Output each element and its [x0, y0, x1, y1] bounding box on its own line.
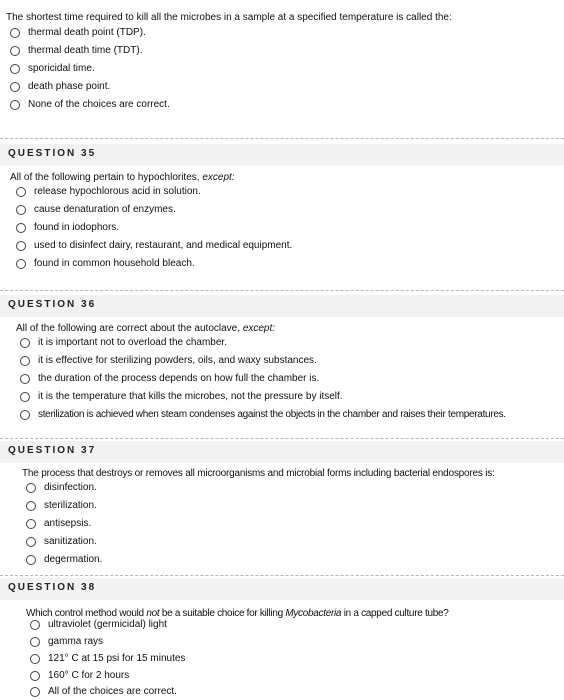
- q37-option-4[interactable]: sanitization.: [26, 536, 97, 547]
- q37-header: QUESTION 37: [0, 441, 564, 463]
- separator: [0, 438, 564, 440]
- q35-prompt: All of the following pertain to hypochlorites, except:: [10, 172, 235, 183]
- separator: [0, 138, 564, 140]
- q34-option-4[interactable]: death phase point.: [10, 81, 110, 92]
- q37-option-5[interactable]: degermation.: [26, 554, 102, 565]
- radio-button[interactable]: [26, 537, 36, 547]
- q36-option-5[interactable]: sterilization is achieved when steam condenses against the objects in the chamber and raises their temperatures.: [20, 409, 506, 420]
- radio-button[interactable]: [16, 241, 26, 251]
- radio-button[interactable]: [20, 338, 30, 348]
- separator: [0, 575, 564, 577]
- q36-option-3[interactable]: the duration of the process depends on how full the chamber is.: [20, 373, 319, 384]
- q37-option-2[interactable]: sterilization.: [26, 500, 97, 511]
- q35-option-4[interactable]: used to disinfect dairy, restaurant, and medical equipment.: [16, 240, 292, 251]
- separator: [0, 290, 564, 292]
- q34-option-2[interactable]: thermal death time (TDT).: [10, 45, 142, 56]
- q35-option-2[interactable]: cause denaturation of enzymes.: [16, 204, 176, 215]
- q36-prompt: All of the following are correct about the autoclave, except:: [16, 323, 276, 334]
- q37-option-3[interactable]: antisepsis.: [26, 518, 91, 529]
- radio-button[interactable]: [20, 410, 30, 420]
- radio-button[interactable]: [16, 223, 26, 233]
- radio-button[interactable]: [16, 259, 26, 269]
- radio-button[interactable]: [30, 671, 40, 681]
- radio-button[interactable]: [26, 555, 36, 565]
- q36-header: QUESTION 36: [0, 295, 564, 317]
- q38-option-1[interactable]: ultraviolet (germicidal) light: [30, 619, 167, 630]
- radio-button[interactable]: [10, 82, 20, 92]
- q35-option-3[interactable]: found in iodophors.: [16, 222, 119, 233]
- radio-button[interactable]: [26, 519, 36, 529]
- radio-button[interactable]: [10, 64, 20, 74]
- radio-button[interactable]: [10, 28, 20, 38]
- q35-option-1[interactable]: release hypochlorous acid in solution.: [16, 186, 201, 197]
- radio-button[interactable]: [20, 356, 30, 366]
- radio-button[interactable]: [20, 374, 30, 384]
- radio-button[interactable]: [10, 100, 20, 110]
- q37-option-1[interactable]: disinfection.: [26, 482, 97, 493]
- q38-option-5[interactable]: All of the choices are correct.: [30, 686, 177, 697]
- radio-button[interactable]: [30, 654, 40, 664]
- q38-option-4[interactable]: 160° C for 2 hours: [30, 670, 129, 681]
- radio-button[interactable]: [30, 637, 40, 647]
- radio-button[interactable]: [20, 392, 30, 402]
- radio-button[interactable]: [16, 205, 26, 215]
- radio-button[interactable]: [30, 620, 40, 630]
- q36-option-1[interactable]: it is important not to overload the chamber.: [20, 337, 227, 348]
- q34-option-1[interactable]: thermal death point (TDP).: [10, 27, 146, 38]
- q38-prompt: Which control method would not be a suitable choice for killing Mycobacteria in a capped culture tube?: [26, 608, 449, 619]
- radio-button[interactable]: [16, 187, 26, 197]
- q38-header: QUESTION 38: [0, 578, 564, 600]
- q36-option-2[interactable]: it is effective for sterilizing powders, oils, and waxy substances.: [20, 355, 317, 366]
- radio-button[interactable]: [30, 687, 40, 697]
- radio-button[interactable]: [10, 46, 20, 56]
- radio-button[interactable]: [26, 501, 36, 511]
- q34-option-5[interactable]: None of the choices are correct.: [10, 99, 170, 110]
- q36-option-4[interactable]: it is the temperature that kills the microbes, not the pressure by itself.: [20, 391, 343, 402]
- q35-header: QUESTION 35: [0, 144, 564, 166]
- q38-option-3[interactable]: 121° C at 15 psi for 15 minutes: [30, 653, 185, 664]
- radio-button[interactable]: [26, 483, 36, 493]
- q34-prompt: The shortest time required to kill all the microbes in a sample at a specified temperature is called the:: [6, 12, 452, 23]
- q35-option-5[interactable]: found in common household bleach.: [16, 258, 195, 269]
- q38-option-2[interactable]: gamma rays: [30, 636, 103, 647]
- q34-option-3[interactable]: sporicidal time.: [10, 63, 95, 74]
- q37-prompt: The process that destroys or removes all microorganisms and microbial forms including bacterial endospores is:: [22, 468, 495, 479]
